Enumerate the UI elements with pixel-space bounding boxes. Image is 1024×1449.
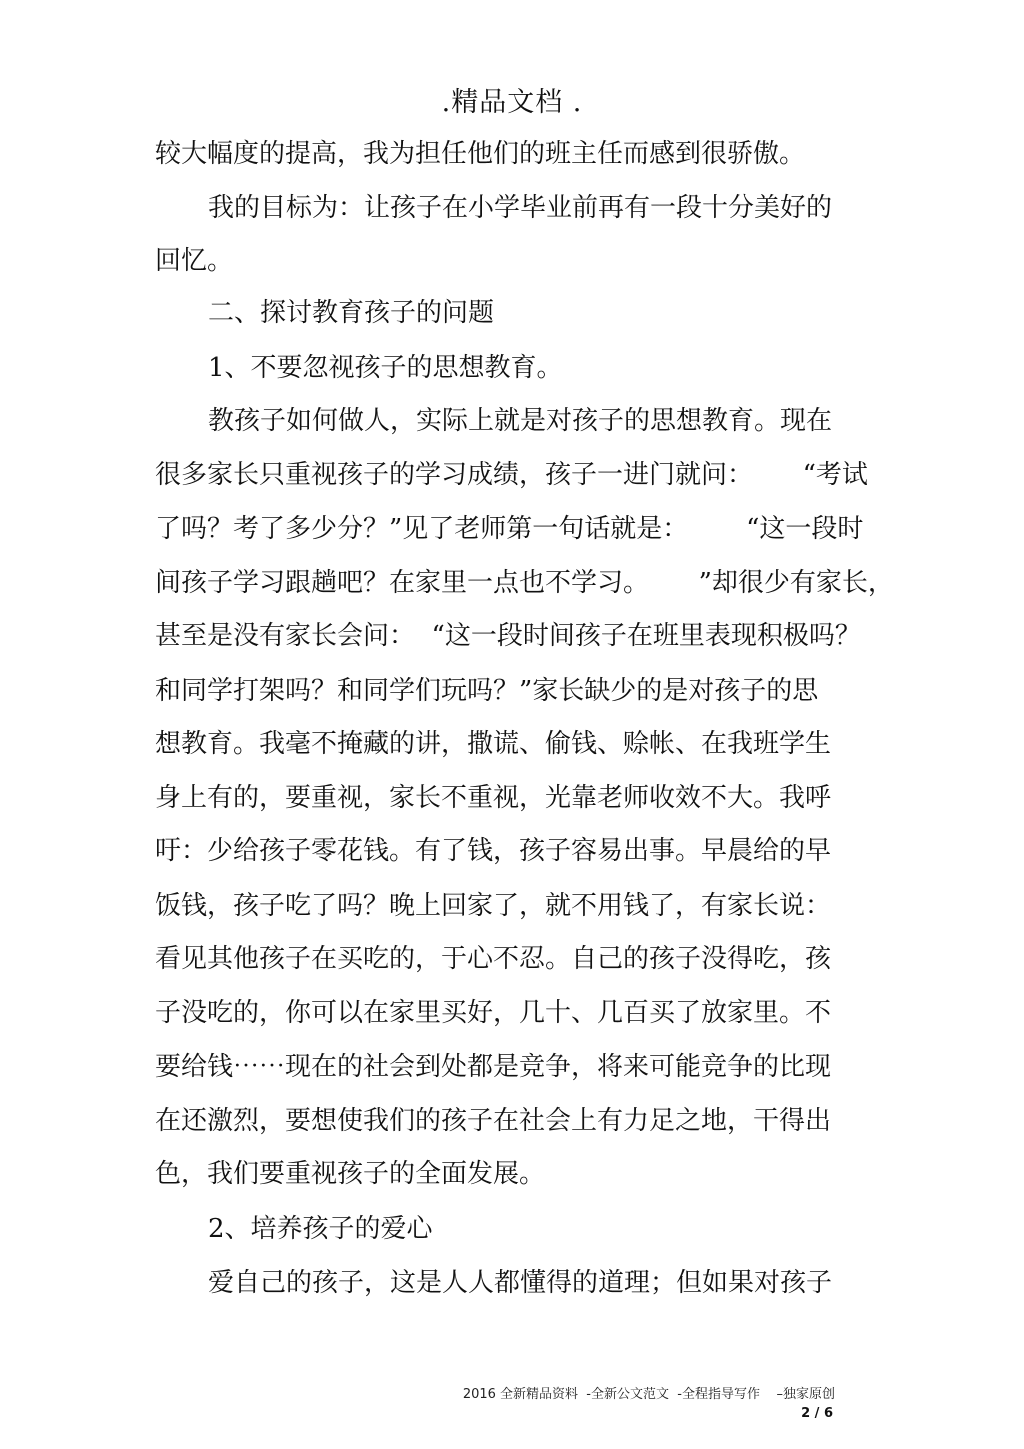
text-line: 身上有的，要重视，家长不重视，光靠老师收效不大。我呼 (155, 783, 832, 813)
text-line: 在还激烈，要想使我们的孩子在社会上有力足之地，干得出 (155, 1106, 832, 1136)
text-line: 饭钱，孩子吃了吗？晚上回家了，就不用钱了，有家长说： (155, 891, 832, 921)
text-line: 甚至是没有家长会问： “这一段时间孩子在班里表现积极吗？ (155, 621, 861, 651)
text-line: 和同学打架吗？和同学们玩吗？”家长缺少的是对孩子的思 (155, 676, 819, 706)
text-line: 教孩子如何做人，实际上就是对孩子的思想教育。现在 (208, 406, 833, 436)
text-line: 爱自己的孩子，这是人人都懂得的道理；但如果对孩子 (208, 1268, 833, 1298)
text-line: 色，我们要重视孩子的全面发展。 (155, 1159, 546, 1189)
text-line: 要给钱⋯⋯现在的社会到处都是竞争，将来可能竞争的比现 (155, 1052, 832, 1082)
text-line: 很多家长只重视孩子的学习成绩，孩子一进门就问： “考试 (155, 460, 868, 490)
text-line: 子没吃的，你可以在家里买好，几十、几百买了放家里。不 (155, 998, 832, 1028)
text-line: 想教育。我毫不掩藏的讲，撒谎、偷钱、赊帐、在我班学生 (155, 729, 832, 759)
text-line: 吁：少给孩子零花钱。有了钱，孩子容易出事。早晨给的早 (155, 836, 832, 866)
text-line: 回忆。 (155, 246, 234, 276)
page-number: 2 / 6 (801, 1406, 833, 1421)
text-line: 间孩子学习跟趟吧？在家里一点也不学习。 ”却很少有家长， (155, 568, 894, 598)
text-line: 看见其他孩子在买吃的，于心不忍。自己的孩子没得吃，孩 (155, 944, 832, 974)
text-line: 较大幅度的提高，我为担任他们的班主任而感到很骄傲。 (155, 139, 806, 169)
page-header-title: .精品文档 . (441, 87, 583, 118)
text-line: 了吗？考了多少分？”见了老师第一句话就是： “这一段时 (155, 514, 864, 544)
section-heading: 二、探讨教育孩子的问题 (208, 298, 495, 328)
page-footer-text: 2016 全新精品资料 -全新公文范文 -全程指导写作 –独家原创 (462, 1387, 835, 1402)
subsection-heading: 2、培养孩子的爱心 (208, 1214, 433, 1244)
subsection-heading: 1、不要忽视孩子的思想教育。 (208, 353, 563, 383)
text-line: 我的目标为：让孩子在小学毕业前再有一段十分美好的 (208, 193, 833, 223)
